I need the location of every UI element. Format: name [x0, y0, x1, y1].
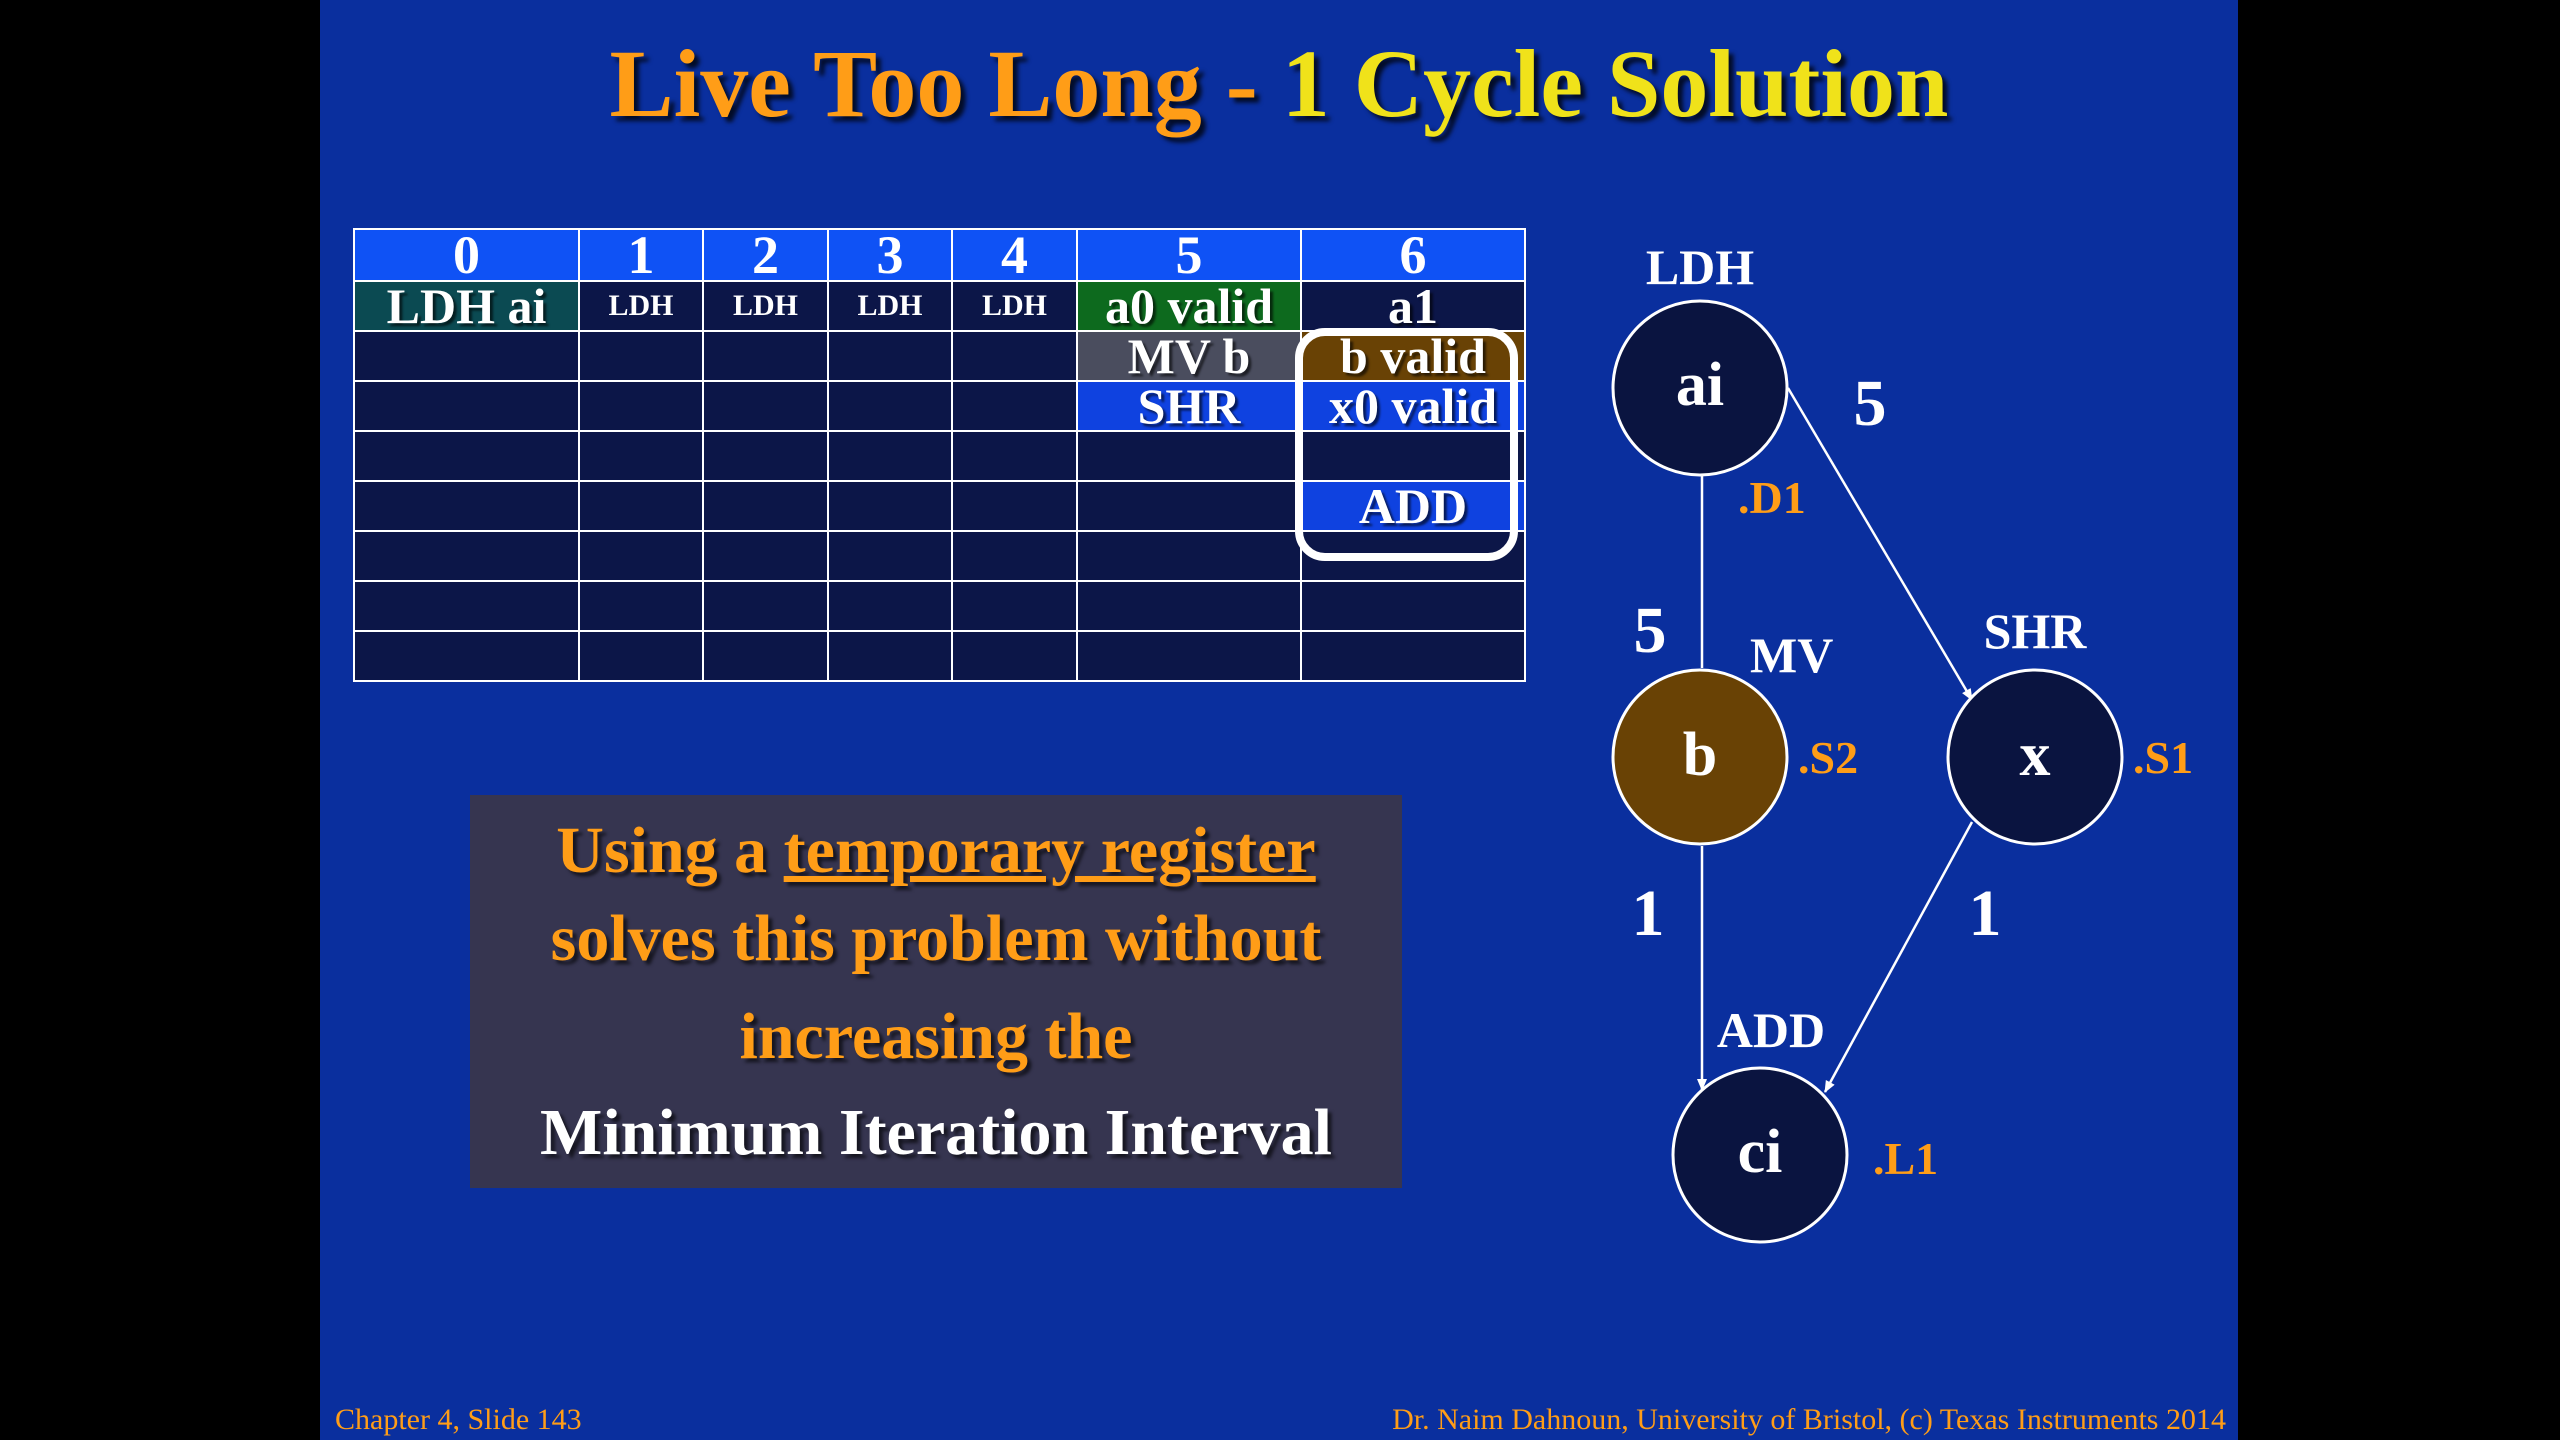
cell-ldh: LDH: [952, 281, 1077, 331]
edge-weight-ai-x: 5: [1853, 367, 1887, 440]
node-b-unit: .S2: [1798, 732, 1859, 783]
header-cycle-0: 0: [354, 229, 579, 281]
cell-a0-valid: a0 valid: [1077, 281, 1301, 331]
footer-slide-number: Chapter 4, Slide 143: [335, 1403, 582, 1436]
header-cycle-1: 1: [579, 229, 703, 281]
cell-ldh-ai: LDH ai: [354, 281, 579, 331]
node-ai-instr: LDH: [1645, 239, 1755, 295]
cell-add: ADD: [1301, 481, 1525, 531]
title-part-1: Live Too Long -: [609, 30, 1282, 137]
header-cycle-4: 4: [952, 229, 1077, 281]
header-cycle-3: 3: [828, 229, 952, 281]
cell-ldh: LDH: [579, 281, 703, 331]
header-cycle-5: 5: [1077, 229, 1301, 281]
edge-weight-x-ci: 1: [1968, 877, 2002, 950]
cell-x0-valid: x0 valid: [1301, 381, 1525, 431]
edge-weight-ai-b: 5: [1633, 594, 1667, 667]
node-ci-unit: .L1: [1873, 1133, 1939, 1184]
message-line-3: increasing the: [739, 1000, 1133, 1073]
node-x-unit: .S1: [2133, 732, 2194, 783]
edge-weight-b-ci: 1: [1631, 877, 1665, 950]
node-ai-unit: .D1: [1738, 472, 1806, 523]
node-ci-label: ci: [1737, 1118, 1783, 1186]
message-prefix: Using a: [556, 814, 784, 887]
message-underlined: temporary register: [783, 814, 1316, 887]
node-ci-instr: ADD: [1716, 1002, 1826, 1058]
node-b-instr: MV: [1750, 627, 1834, 683]
node-x-label: x: [2019, 721, 2051, 789]
cell-ldh: LDH: [828, 281, 952, 331]
message-line-2: solves this problem without: [550, 902, 1322, 975]
dependency-graph: [320, 0, 2238, 1440]
cell-b-valid: b valid: [1301, 331, 1525, 381]
header-cycle-6: 6: [1301, 229, 1525, 281]
footer-credit: Dr. Naim Dahnoun, University of Bristol, (c) Texas Instruments 2014: [1392, 1403, 2226, 1436]
node-ai-label: ai: [1675, 351, 1725, 419]
cell-a1: a1: [1301, 281, 1525, 331]
slide: [320, 0, 2238, 1440]
node-b-label: b: [1682, 721, 1718, 789]
title-part-2: 1 Cycle Solution: [1281, 30, 1949, 137]
cell-mv-b: MV b: [1077, 331, 1301, 381]
node-x-instr: SHR: [1983, 603, 2087, 659]
message-line-4: Minimum Iteration Interval: [540, 1096, 1332, 1169]
cell-ldh: LDH: [703, 281, 828, 331]
cell-shr: SHR: [1077, 381, 1301, 431]
header-cycle-2: 2: [703, 229, 828, 281]
edge-x-ci: [1825, 822, 1972, 1092]
